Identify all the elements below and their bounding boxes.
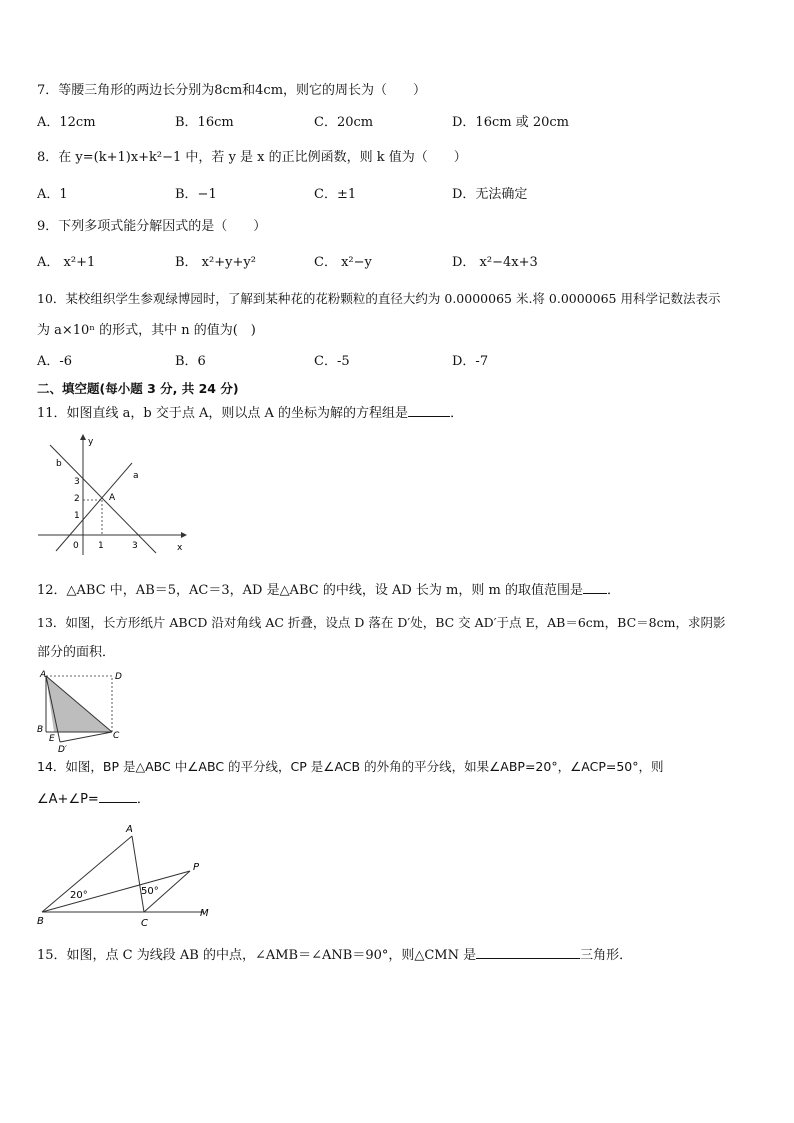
question-8-options (37, 186, 777, 206)
question-9-stem: 9．下列多项式能分解因式的是（ ） (37, 219, 267, 234)
angle-label-50: 50° (141, 886, 159, 897)
label-b: B (37, 725, 44, 735)
option-b: B．6 (175, 354, 206, 369)
option-d: D．16cm 或 20cm (452, 115, 569, 130)
question-11-end: ． (450, 406, 464, 421)
question-7-stem: 7．等腰三角形的两边长分别为8cm和4cm，则它的周长为（ ） (37, 83, 427, 98)
option-a: A．-6 (37, 354, 73, 369)
option-c: C．-5 (314, 354, 350, 369)
label-d: D (115, 672, 122, 682)
question-12-text: 12．△ABC 中，AB＝5，AC＝3，AD 是△ABC 的中线，设 AD 长为 m，则 m 的取值范围是 (37, 583, 583, 598)
side-d-prime-c (60, 732, 112, 742)
question-11-stem (37, 404, 463, 423)
question-13-line1: 13．如图，长方形纸片 ABCD 沿对角线 AC 折叠，设点 D 落在 D′处，BC 交 AD′于点 E，AB＝6cm，BC＝8cm，求阴影 (37, 615, 726, 630)
question-12-stem (37, 581, 620, 600)
label-d-prime: D′ (58, 745, 67, 754)
line-a (56, 463, 132, 551)
line-a-label: a (133, 471, 139, 481)
question-7-options (37, 114, 777, 134)
option-d: D．-7 (452, 354, 489, 369)
label-a: A (126, 824, 133, 835)
question-9-options (37, 254, 777, 274)
option-c: C．20cm (314, 115, 374, 130)
figure-q11-graph (36, 427, 196, 557)
question-15-end: 三角形． (580, 948, 633, 963)
question-10-stem-line2: 为 a×10ⁿ 的形式，其中 n 的值为( ) (37, 323, 256, 338)
option-c: C． x²−y (314, 255, 372, 270)
section-heading-fill-blank: 二、填空题(每小题 3 分, 共 24 分) (37, 381, 239, 396)
label-m: M (200, 908, 209, 919)
answer-blank[interactable] (583, 581, 607, 594)
label-e: E (49, 734, 55, 744)
bisector-bp (42, 871, 190, 912)
point-a-label: A (109, 493, 116, 503)
option-b: B． x²+y+y² (175, 255, 256, 270)
question-14-line1: 14．如图，BP 是△ABC 中∠ABC 的平分线，CP 是∠ACB 的外角的平分线，如果∠ABP=20°，∠ACP=50°，则 (37, 759, 664, 774)
y-tick-2: 2 (74, 494, 80, 504)
answer-blank[interactable] (408, 404, 450, 417)
option-a: A． x²+1 (37, 255, 96, 270)
question-14-end: ． (136, 792, 150, 807)
question-13-line2: 部分的面积． (37, 645, 116, 660)
label-a: A (40, 670, 47, 680)
figure-q14-triangle (34, 818, 224, 934)
y-tick-3: 3 (74, 477, 80, 487)
y-tick-1: 1 (74, 511, 80, 521)
label-c: C (113, 731, 120, 741)
option-c: C．±1 (314, 187, 357, 202)
question-15-text: 15．如图，点 C 为线段 AB 的中点，∠AMB＝∠ANB＝90°，则△CMN 是 (37, 948, 477, 963)
option-b: B．16cm (175, 115, 234, 130)
line-b (50, 445, 156, 553)
angle-label-20: 20° (70, 890, 88, 901)
question-11-text: 11．如图直线 a，b 交于点 A，则以点 A 的坐标为解的方程组是 (37, 406, 409, 421)
question-8-stem: 8．在 y=(k+1)x+k²−1 中，若 y 是 x 的正比例函数，则 k 值为（ ） (37, 150, 467, 165)
question-12-end: ． (606, 583, 620, 598)
question-14-text: ∠A+∠P= (37, 792, 99, 807)
option-d: D． x²−4x+3 (452, 255, 538, 270)
line-b-label: b (56, 459, 62, 469)
question-10-stem-line1: 10．某校组织学生参观绿博园时，了解到某种花的花粉颗粒的直径大约为 0.0000065 米.将 0.0000065 用科学记数法表示 (37, 291, 721, 306)
side-ac (132, 836, 144, 912)
x-axis-label: x (177, 543, 183, 553)
answer-blank[interactable] (476, 946, 580, 959)
question-14-line2 (37, 790, 150, 809)
question-15-stem (37, 946, 632, 965)
option-a: A．12cm (37, 115, 96, 130)
option-b: B．−1 (175, 187, 217, 202)
question-10-options (37, 353, 777, 373)
x-tick-0: 0 (73, 541, 79, 551)
x-tick-3: 3 (132, 541, 138, 551)
label-p: P (193, 862, 200, 873)
label-c: C (141, 918, 148, 929)
option-d: D．无法确定 (452, 187, 528, 202)
label-b: B (37, 916, 44, 927)
x-tick-1: 1 (98, 541, 104, 551)
answer-blank[interactable] (99, 790, 137, 803)
y-axis-label: y (88, 437, 94, 447)
figure-q13-folded-rectangle (36, 666, 130, 754)
option-a: A．1 (37, 187, 68, 202)
